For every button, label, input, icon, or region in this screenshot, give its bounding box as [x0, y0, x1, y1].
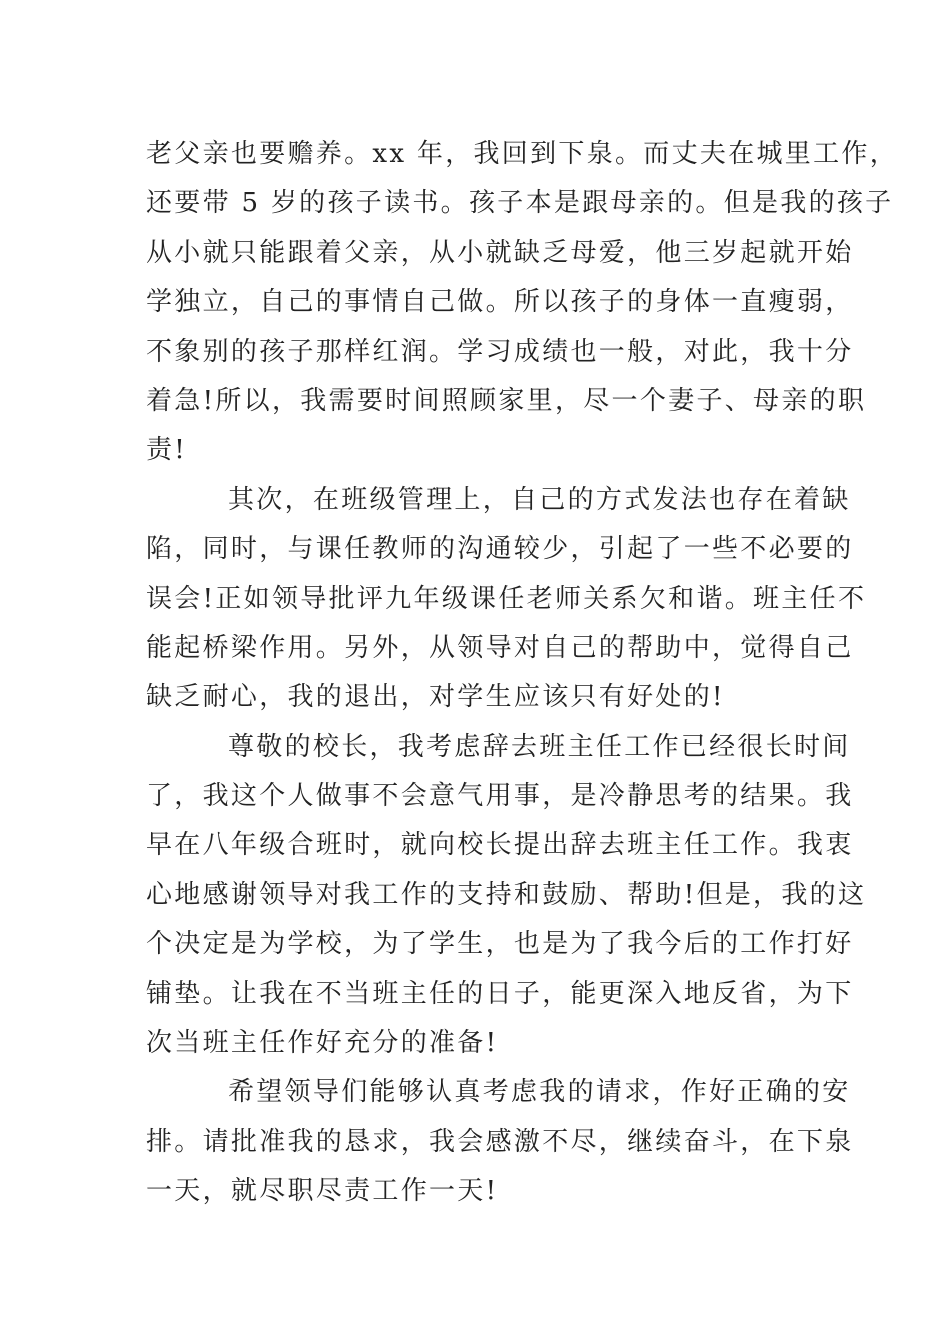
document-body — [146, 130, 898, 1217]
text-line: 缺乏耐心，我的退出，对学生应该只有好处的! — [146, 682, 725, 713]
text-line: 早在八年级合班时，就向校长提出辞去班主任工作。我衷 — [146, 830, 854, 861]
paragraph-start-line: 其次，在班级管理上，自己的方式发法也存在着缺 — [228, 484, 851, 515]
text-line: 了，我这个人做事不会意气用事，是冷静思考的结果。我 — [146, 781, 854, 812]
text-line: 不象别的孩子那样红润。学习成绩也一般，对此，我十分 — [146, 336, 854, 367]
text-line: 责! — [146, 435, 188, 466]
paragraph-start-line: 希望领导们能够认真考虑我的请求，作好正确的安 — [228, 1077, 851, 1108]
text-line: 还要带 5 岁的孩子读书。孩子本是跟母亲的。但是我的孩子 — [146, 188, 894, 219]
text-line: 次当班主任作好充分的准备! — [146, 1028, 499, 1059]
text-line: 学独立，自己的事情自己做。所以孩子的身体一直瘦弱， — [146, 287, 854, 318]
text-line: 老父亲也要赡养。xx 年，我回到下泉。而丈夫在城里工作， — [146, 139, 898, 169]
paragraph-start-line: 尊敬的校长，我考虑辞去班主任工作已经很长时间 — [228, 731, 851, 762]
text-line: 能起桥梁作用。另外，从领导对自己的帮助中，觉得自己 — [146, 632, 854, 663]
text-line: 个决定是为学校，为了学生，也是为了我今后的工作打好 — [146, 929, 854, 960]
text-line: 铺垫。让我在不当班主任的日子，能更深入地反省，为下 — [146, 978, 854, 1009]
text-line: 一天，就尽职尽责工作一天! — [146, 1176, 499, 1207]
text-line: 着急!所以，我需要时间照顾家里，尽一个妻子、母亲的职 — [146, 385, 867, 416]
text-line: 误会!正如领导批评九年级课任老师关系欠和谐。班主任不 — [146, 583, 867, 614]
text-line: 心地感谢领导对我工作的支持和鼓励、帮助!但是，我的这 — [146, 879, 867, 910]
text-line: 从小就只能跟着父亲，从小就缺乏母爱，他三岁起就开始 — [146, 237, 854, 268]
text-line: 排。请批准我的恳求，我会感激不尽，继续奋斗，在下泉 — [146, 1126, 854, 1157]
text-line: 陷，同时，与课任教师的沟通较少，引起了一些不必要的 — [146, 534, 854, 565]
